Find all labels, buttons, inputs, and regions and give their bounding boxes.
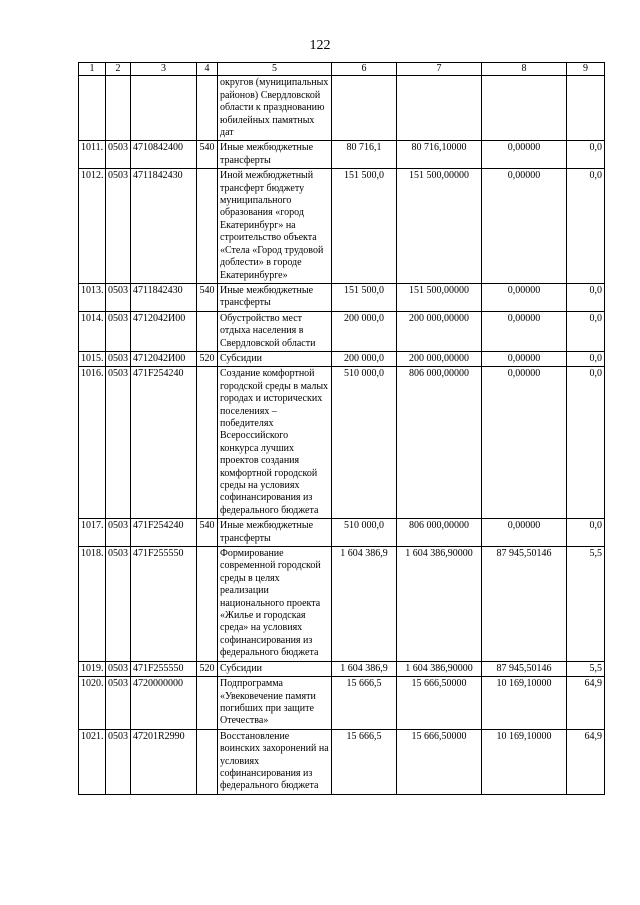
- table-row: [79, 141, 605, 169]
- target-article-cell: 4712042И00: [131, 351, 197, 366]
- section-code-cell: 0503: [106, 367, 131, 519]
- approved-amount-cell: 200 000,0: [332, 351, 397, 366]
- column-header: 8: [482, 63, 567, 76]
- expense-type-cell: 520: [197, 661, 218, 676]
- page-number: 122: [309, 38, 331, 53]
- table-row: [79, 351, 605, 366]
- approved-amount-cell: 151 500,0: [332, 169, 397, 284]
- expense-type-cell: [197, 169, 218, 284]
- approved-amount-cell: 15 666,5: [332, 729, 397, 794]
- percent-cell: 64,9: [567, 677, 605, 730]
- executed-amount-cell: 0,00000: [482, 367, 567, 519]
- percent-cell: 0,0: [567, 141, 605, 169]
- description-cell: Обустройство мест отдыха населения в Свердловской области: [218, 311, 332, 351]
- column-header: 3: [131, 63, 197, 76]
- description-cell: Подпрограмма «Увековечение памяти погибших при защите Отечества»: [218, 677, 332, 730]
- approved-amount-cell: 1 604 386,9: [332, 547, 397, 662]
- planned-amount-cell: 1 604 386,90000: [397, 547, 482, 662]
- executed-amount-cell: 87 945,50146: [482, 661, 567, 676]
- percent-cell: 0,0: [567, 519, 605, 547]
- section-code-cell: 0503: [106, 547, 131, 662]
- expense-type-cell: 540: [197, 519, 218, 547]
- expense-type-cell: 520: [197, 351, 218, 366]
- section-code-cell: 0503: [106, 141, 131, 169]
- target-article-cell: 4711842430: [131, 283, 197, 311]
- row-number-cell: 1013.: [79, 283, 106, 311]
- description-cell: Иные межбюджетные трансферты: [218, 283, 332, 311]
- approved-amount-cell: 1 604 386,9: [332, 661, 397, 676]
- percent-cell: 5,5: [567, 547, 605, 662]
- percent-cell: 0,0: [567, 367, 605, 519]
- expense-type-cell: [197, 729, 218, 794]
- percent-cell: [567, 76, 605, 141]
- table-row: [79, 547, 605, 662]
- table-row: [79, 519, 605, 547]
- expense-type-cell: [197, 677, 218, 730]
- target-article-cell: 4712042И00: [131, 311, 197, 351]
- table-row: [79, 677, 605, 730]
- executed-amount-cell: [482, 76, 567, 141]
- section-code-cell: 0503: [106, 677, 131, 730]
- column-header: 6: [332, 63, 397, 76]
- row-number-cell: 1015.: [79, 351, 106, 366]
- executed-amount-cell: 0,00000: [482, 311, 567, 351]
- approved-amount-cell: 200 000,0: [332, 311, 397, 351]
- planned-amount-cell: 200 000,00000: [397, 311, 482, 351]
- section-code-cell: 0503: [106, 661, 131, 676]
- percent-cell: 0,0: [567, 351, 605, 366]
- target-article-cell: 471F255550: [131, 547, 197, 662]
- section-code-cell: 0503: [106, 283, 131, 311]
- row-number-cell: 1012.: [79, 169, 106, 284]
- executed-amount-cell: 10 169,10000: [482, 677, 567, 730]
- section-code-cell: 0503: [106, 519, 131, 547]
- expense-type-cell: 540: [197, 141, 218, 169]
- description-cell: Создание комфортной городской среды в малых городах и исторических поселениях – победителях Всероссийского конкурса лучших проектов создания комфортной городской среды на условиях софинансирования из федерального бюджета: [218, 367, 332, 519]
- expense-type-cell: 540: [197, 283, 218, 311]
- budget-table: [78, 62, 605, 795]
- table-row: [79, 729, 605, 794]
- planned-amount-cell: 151 500,00000: [397, 169, 482, 284]
- section-code-cell: 0503: [106, 351, 131, 366]
- executed-amount-cell: 0,00000: [482, 351, 567, 366]
- description-cell: Субсидии: [218, 661, 332, 676]
- executed-amount-cell: 0,00000: [482, 141, 567, 169]
- section-code-cell: 0503: [106, 169, 131, 284]
- target-article-cell: [131, 76, 197, 141]
- row-number-cell: 1020.: [79, 677, 106, 730]
- row-number-cell: [79, 76, 106, 141]
- planned-amount-cell: 806 000,00000: [397, 367, 482, 519]
- column-header: 2: [106, 63, 131, 76]
- planned-amount-cell: 15 666,50000: [397, 729, 482, 794]
- row-number-cell: 1018.: [79, 547, 106, 662]
- percent-cell: 0,0: [567, 283, 605, 311]
- planned-amount-cell: 80 716,10000: [397, 141, 482, 169]
- planned-amount-cell: 15 666,50000: [397, 677, 482, 730]
- approved-amount-cell: 151 500,0: [332, 283, 397, 311]
- row-number-cell: 1016.: [79, 367, 106, 519]
- target-article-cell: 471F254240: [131, 367, 197, 519]
- column-header: 1: [79, 63, 106, 76]
- description-cell: Субсидии: [218, 351, 332, 366]
- column-header: 7: [397, 63, 482, 76]
- planned-amount-cell: 200 000,00000: [397, 351, 482, 366]
- section-code-cell: 0503: [106, 729, 131, 794]
- row-number-cell: 1011.: [79, 141, 106, 169]
- planned-amount-cell: 806 000,00000: [397, 519, 482, 547]
- expense-type-cell: [197, 311, 218, 351]
- expense-type-cell: [197, 367, 218, 519]
- description-cell: Иной межбюджетный трансферт бюджету муниципального образования «город Екатеринбург» на строительство объекта «Стела «Город трудовой доблести» в городе Екатеринбурге»: [218, 169, 332, 284]
- target-article-cell: 47201R2990: [131, 729, 197, 794]
- executed-amount-cell: 0,00000: [482, 283, 567, 311]
- section-code-cell: [106, 76, 131, 141]
- executed-amount-cell: 0,00000: [482, 169, 567, 284]
- approved-amount-cell: [332, 76, 397, 141]
- description-cell: округов (муниципальных районов) Свердловской области к празднованию юбилейных памятных дат: [218, 76, 332, 141]
- expense-type-cell: [197, 76, 218, 141]
- section-code-cell: 0503: [106, 311, 131, 351]
- planned-amount-cell: 1 604 386,90000: [397, 661, 482, 676]
- target-article-cell: 471F255550: [131, 661, 197, 676]
- column-header: 9: [567, 63, 605, 76]
- table-row: [79, 169, 605, 284]
- target-article-cell: 471F254240: [131, 519, 197, 547]
- approved-amount-cell: 15 666,5: [332, 677, 397, 730]
- header-row: [79, 63, 605, 76]
- row-number-cell: 1014.: [79, 311, 106, 351]
- row-number-cell: 1017.: [79, 519, 106, 547]
- table-row: [79, 661, 605, 676]
- percent-cell: 5,5: [567, 661, 605, 676]
- table-row: [79, 367, 605, 519]
- planned-amount-cell: 151 500,00000: [397, 283, 482, 311]
- description-cell: Восстановление воинских захоронений на условиях софинансирования из федерального бюджета: [218, 729, 332, 794]
- description-cell: Иные межбюджетные трансферты: [218, 141, 332, 169]
- table-row: [79, 311, 605, 351]
- description-cell: Формирование современной городской среды в целях реализации национального проекта «Жилье и городская среда» на условиях софинансирования из федерального бюджета: [218, 547, 332, 662]
- table-body: [79, 63, 605, 795]
- row-number-cell: 1021.: [79, 729, 106, 794]
- executed-amount-cell: 10 169,10000: [482, 729, 567, 794]
- column-header: 5: [218, 63, 332, 76]
- approved-amount-cell: 510 000,0: [332, 519, 397, 547]
- table-row: [79, 283, 605, 311]
- expense-type-cell: [197, 547, 218, 662]
- executed-amount-cell: 0,00000: [482, 519, 567, 547]
- target-article-cell: 4711842430: [131, 169, 197, 284]
- approved-amount-cell: 510 000,0: [332, 367, 397, 519]
- executed-amount-cell: 87 945,50146: [482, 547, 567, 662]
- percent-cell: 0,0: [567, 311, 605, 351]
- approved-amount-cell: 80 716,1: [332, 141, 397, 169]
- target-article-cell: 4720000000: [131, 677, 197, 730]
- percent-cell: 0,0: [567, 169, 605, 284]
- row-number-cell: 1019.: [79, 661, 106, 676]
- percent-cell: 64,9: [567, 729, 605, 794]
- table-row: [79, 76, 605, 141]
- description-cell: Иные межбюджетные трансферты: [218, 519, 332, 547]
- column-header: 4: [197, 63, 218, 76]
- planned-amount-cell: [397, 76, 482, 141]
- target-article-cell: 4710842400: [131, 141, 197, 169]
